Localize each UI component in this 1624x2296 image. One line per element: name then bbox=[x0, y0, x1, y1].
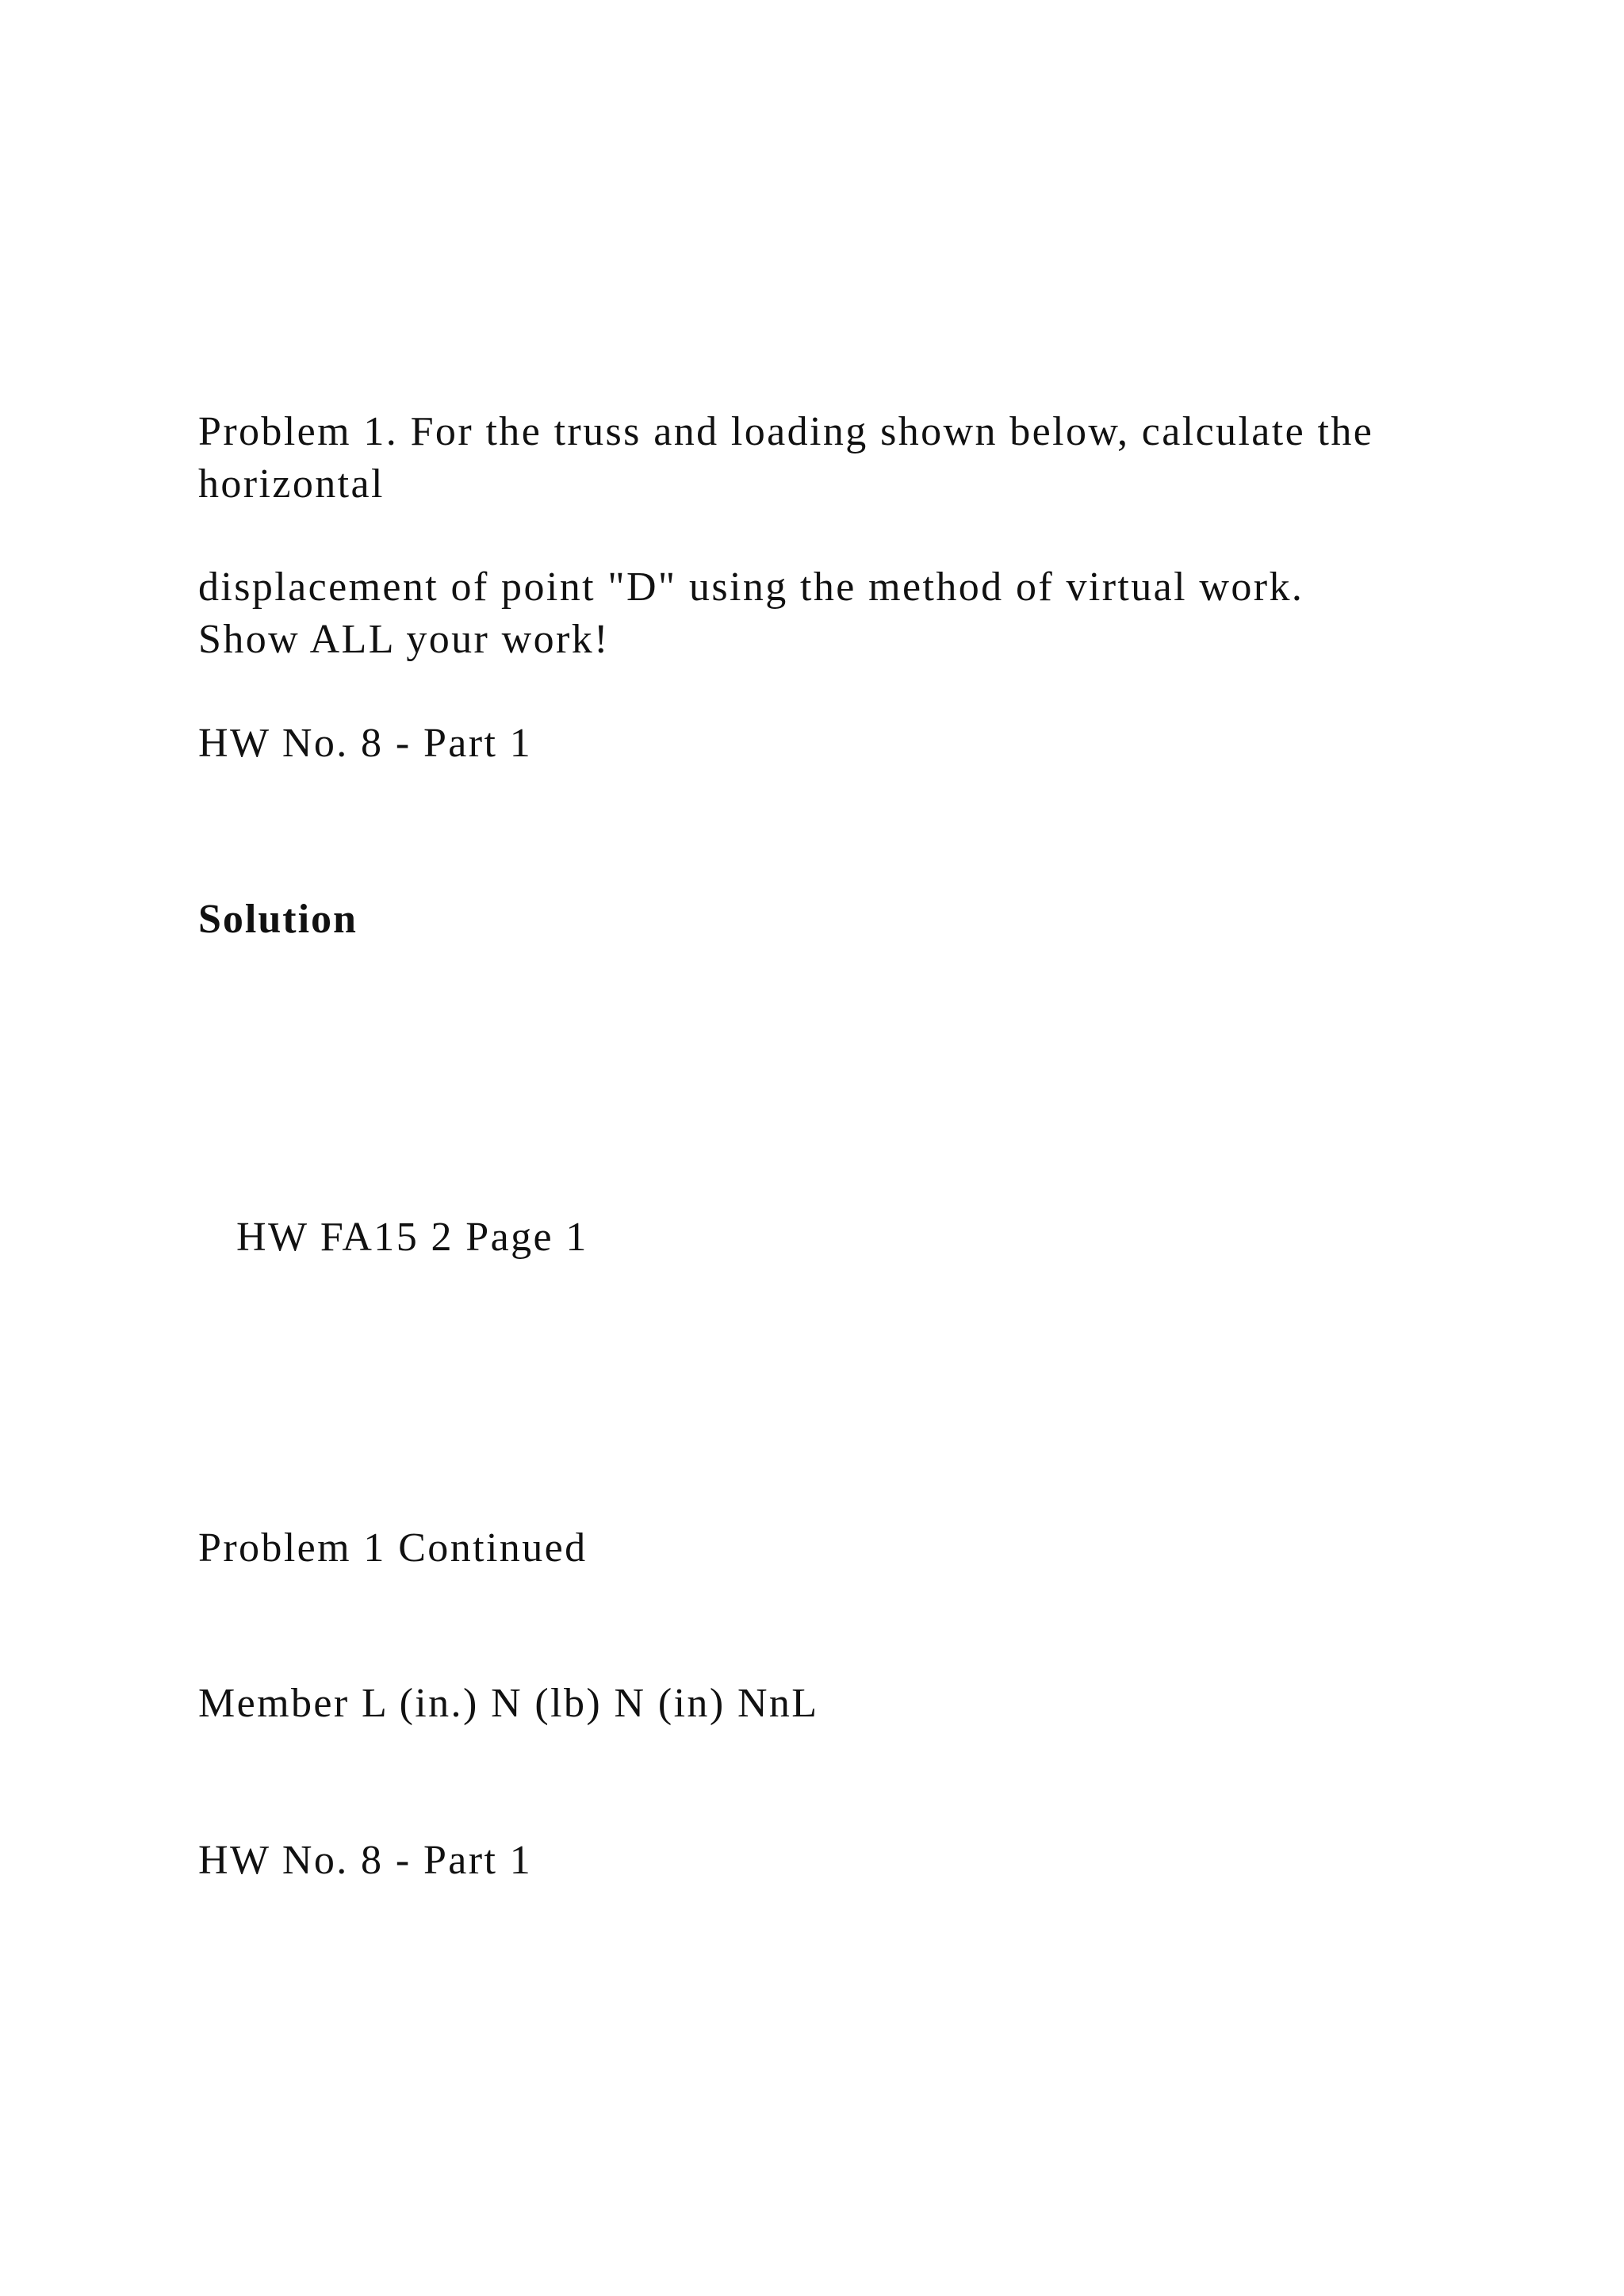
problem-intro-line-4: Show ALL your work! bbox=[198, 617, 610, 662]
homework-label: HW No. 8 - Part 1 bbox=[198, 721, 533, 766]
continued-heading: Problem 1 Continued bbox=[198, 1525, 588, 1571]
problem-intro-line-3: displacement of point "D" using the method of virtual work. bbox=[198, 564, 1304, 610]
homework-label-repeat: HW No. 8 - Part 1 bbox=[198, 1838, 533, 1883]
table-header-row: Member L (in.) N (lb) N (in) NnL bbox=[198, 1681, 819, 1726]
problem-intro-line-2: horizontal bbox=[198, 461, 385, 507]
page-label: HW FA15 2 Page 1 bbox=[236, 1215, 588, 1260]
solution-heading: Solution bbox=[198, 897, 358, 942]
problem-intro-line-1: Problem 1. For the truss and loading shown below, calculate the bbox=[198, 409, 1374, 454]
